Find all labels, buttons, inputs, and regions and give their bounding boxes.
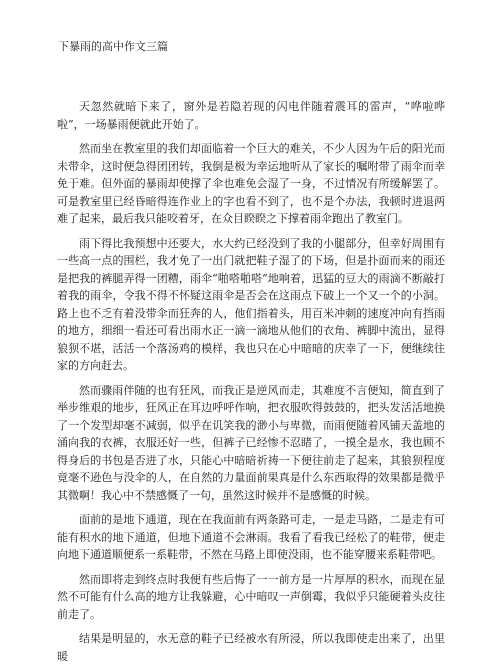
paragraph: 然而即将走到终点时我便有些后悔了一一前方是一片厚厚的积水，而现在显然不可能有什么高的地方让我躲避，心中暗叹一声倒霉，我似乎只能硬着头皮往前走了。: [57, 572, 445, 621]
document-title: 下暴雨的高中作文三篇: [58, 40, 168, 53]
paragraph: 然而骤雨伴随的也有狂风，而我正是逆风而走，其难度不言便知，简直到了举步维艰的地步，狂风正在耳边呼呼作响，把衣服吹得鼓鼓的，把头发活活地换了一个发型却毫不减弱，似乎在讥笑我的渺小与卑微，而雨便随着风铺天盖地的涌向我的衣裤，衣服还好一些，但裤子已经惨不忍睹了，一摸全是水，我也顾不得身后的书包是否进了水，只能心中暗暗祈祷一下便往前走了起来，其狼狈程度竟毫不逊色与没伞的人，在自然的力量面前果真是什么东西取得的效果都是微乎其微啊！我心中不禁感慨了一句，虽然这时候并不是感慨的时候。: [57, 383, 445, 502]
paragraph: 面前的是地下通道，现在在我面前有两条路可走，一是走马路，二是走有可能有积水的地下通道，但地下通道不会淋雨。我看了看我已经松了的鞋带，便走向地下通道顺便系一系鞋带，不然在马路上即使没雨，也不能穿腰来系鞋带吧。: [57, 513, 445, 561]
paragraph: 然而坐在教室里的我们却面临着一个巨大的难关，不少人因为午后的阳光而未带伞，这时便急得团团转，我倒是极为幸运地听从了家长的嘱咐带了雨伞而幸免于难。但外面的暴雨却使撑了伞也难免会湿了一身，不过情况有所缓解罢了。可是教室里已经昏暗得连作业上的字也看不到了，也不是个办法，我顿时进退两难了起来，最后我只能咬着牙，在众目睽睽之下撑着雨伞跑出了教室门。: [57, 142, 445, 225]
paragraph: 结果是明显的，水无意的鞋子已经被水有所浸，所以我即使走出来了，出里暖: [57, 632, 445, 663]
paragraph: 天忽然就暗下来了，窗外是若隐若现的闪电伴随着震耳的雷声，“哗啦哗啦”，一场暴雨便就此开始了。: [57, 100, 445, 131]
paragraph: 雨下得比我预想中还要大，水大约已经没到了我的小腿部分，但幸好周围有一些高一点的围栏，我才免了一出门就把鞋子湿了的下场，但是扑面而来的雨还是把我的裤腿弄得一团糟，雨伞“啪嗒啪嗒”地响着，迅猛的豆大的雨滴不断敲打着我的雨伞，令我不得不怀疑这雨伞是否会在这雨点下破上一个又一个的小洞。路上也不乏有着没带伞而狂奔的人，他们指着头，用百米冲刺的速度冲向有挡雨的地方，细细一看还可看出雨水正一滴一滴地从他们的衣角、裤脚中流出，显得狼狈不堪，活活一个落汤鸡的模样，我也只在心中暗暗的庆幸了一下，便继续往家的方向赶去。: [57, 236, 445, 372]
document-body: [57, 98, 445, 672]
